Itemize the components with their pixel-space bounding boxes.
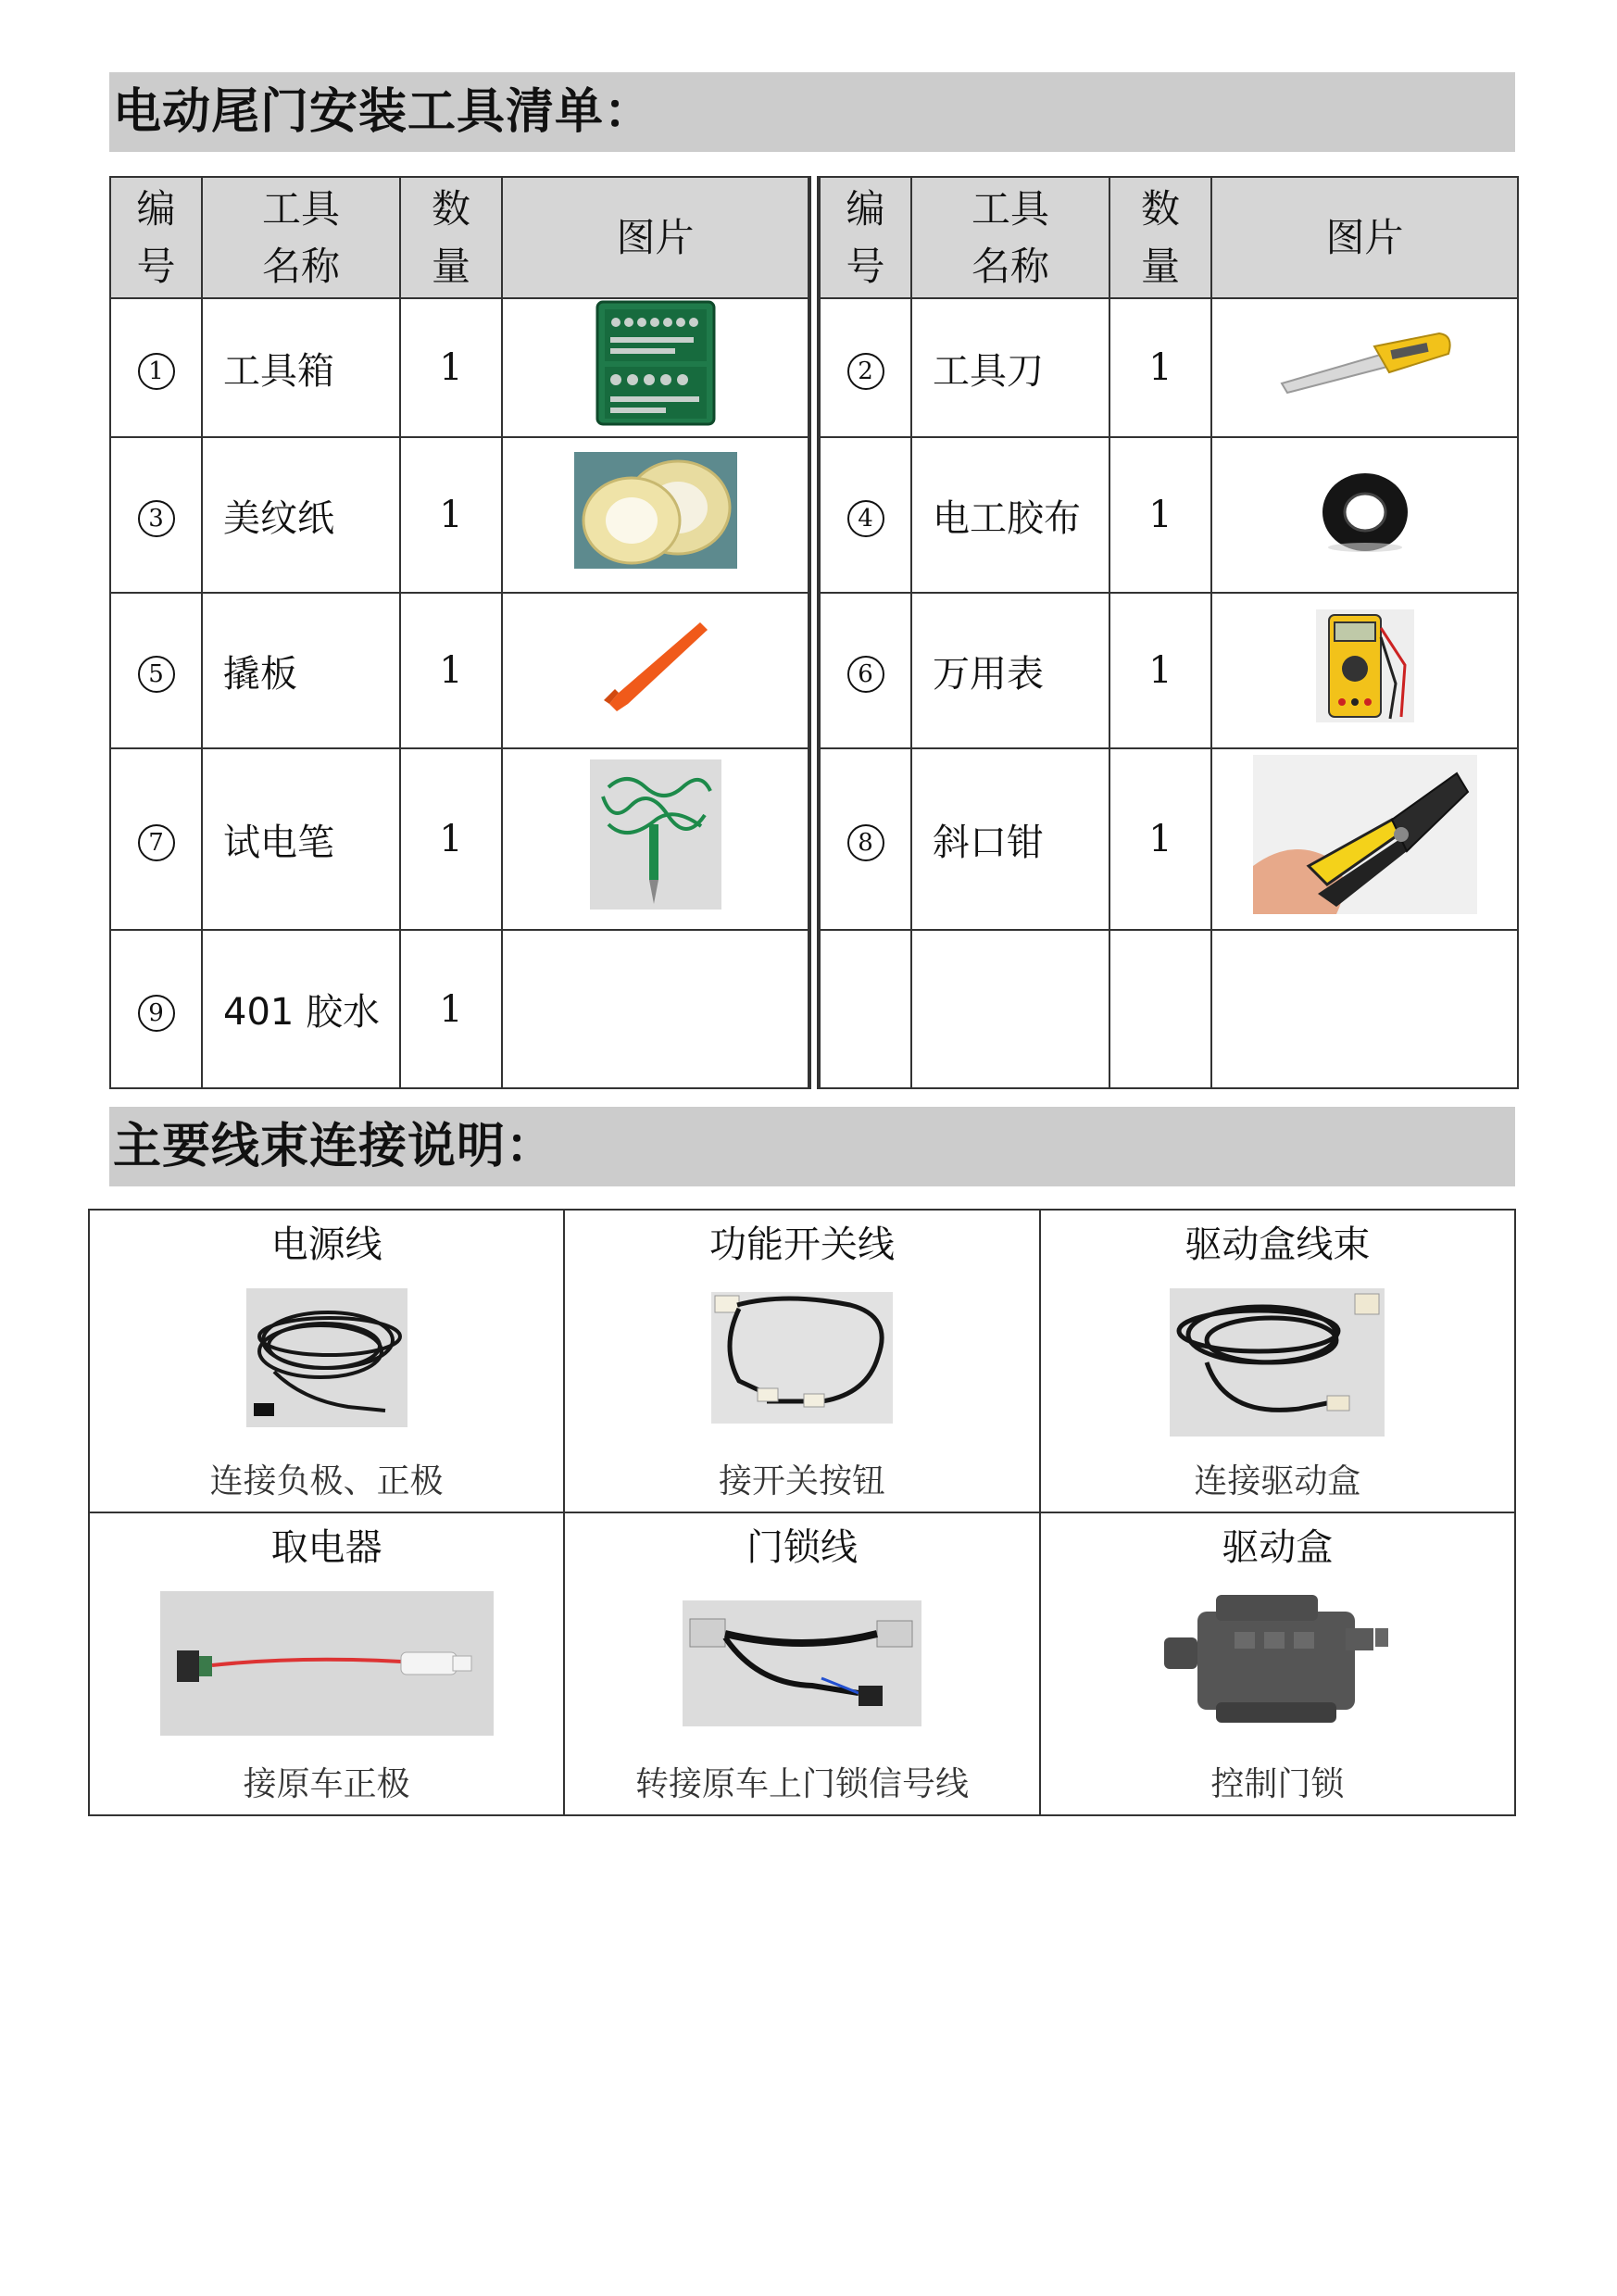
drive-box-icon: [1160, 1591, 1394, 1734]
table-divider: [809, 176, 819, 1089]
door-lock-cable-icon: [683, 1600, 921, 1730]
masking-tape-icon: [574, 452, 737, 578]
drive-harness-icon: [1170, 1288, 1385, 1440]
harness-name: 电源线: [270, 1223, 382, 1266]
harness-cell: [89, 1512, 564, 1815]
header-name: 工具名称: [911, 178, 1109, 298]
harness-desc: 连接负极、正极: [209, 1462, 444, 1500]
harness-desc: 接开关按钮: [718, 1462, 885, 1500]
row-number-empty: [821, 930, 911, 1087]
picture-empty: [502, 930, 808, 1087]
tool-qty-empty: [1109, 930, 1211, 1087]
toolbox-icon: [595, 300, 716, 435]
header-picture: 图片: [502, 178, 808, 298]
tool-list-title: 电动尾门安装工具清单：: [109, 72, 1515, 152]
tool-qty: 1: [1109, 593, 1211, 748]
test-pen-icon: [590, 759, 721, 919]
header-quantity: 数量: [400, 178, 502, 298]
harness-desc: 转接原车上门锁信号线: [634, 1765, 969, 1803]
picture-empty: [1211, 930, 1517, 1087]
harness-name: 驱动盒线束: [1185, 1223, 1371, 1266]
tool-qty: 1: [400, 298, 502, 437]
harness-table: [88, 1209, 1516, 1816]
tool-qty: 1: [1109, 298, 1211, 437]
tool-table-right: [819, 176, 1519, 1089]
harness-cell: [564, 1512, 1039, 1815]
tool-table: [109, 176, 1519, 1089]
header-number: 编号: [821, 178, 911, 298]
tool-qty: 1: [1109, 437, 1211, 593]
switch-cable-icon: [711, 1292, 893, 1427]
pry-bar-icon: [600, 615, 711, 726]
harness-desc: 控制门锁: [1210, 1765, 1345, 1803]
row-number: 9: [138, 995, 175, 1032]
tool-name: 工具箱: [202, 298, 400, 437]
tool-name: 美纹纸: [202, 437, 400, 593]
electrical-tape-icon: [1319, 466, 1411, 564]
header-picture: 图片: [1211, 178, 1517, 298]
power-cable-icon: [246, 1288, 407, 1431]
harness-cell: [1040, 1210, 1515, 1512]
fuse-tap-icon: [160, 1591, 494, 1739]
row-number: 2: [847, 353, 884, 390]
multimeter-icon: [1316, 609, 1414, 732]
row-number: 1: [138, 353, 175, 390]
row-number: 3: [138, 500, 175, 537]
harness-name: 功能开关线: [708, 1223, 895, 1266]
header-quantity: 数量: [1109, 178, 1211, 298]
harness-cell: [564, 1210, 1039, 1512]
pliers-icon: [1253, 755, 1477, 923]
row-number: 5: [138, 656, 175, 693]
harness-desc: 接原车正极: [243, 1765, 410, 1803]
harness-title: 主要线束连接说明：: [109, 1107, 1515, 1186]
tool-qty: 1: [400, 748, 502, 930]
tool-qty: 1: [400, 593, 502, 748]
harness-cell: [1040, 1512, 1515, 1815]
tool-qty: 1: [400, 930, 502, 1087]
utility-knife-icon: [1272, 326, 1458, 409]
tool-name: 斜口钳: [911, 748, 1109, 930]
tool-qty: 1: [400, 437, 502, 593]
tool-table-left: [109, 176, 809, 1089]
row-number: 7: [138, 824, 175, 861]
tool-name: 试电笔: [202, 748, 400, 930]
row-number: 4: [847, 500, 884, 537]
header-name: 工具名称: [202, 178, 400, 298]
row-number: 6: [847, 656, 884, 693]
harness-name: 门锁线: [746, 1526, 858, 1569]
harness-cell: [89, 1210, 564, 1512]
tool-qty: 1: [1109, 748, 1211, 930]
header-number: 编号: [111, 178, 202, 298]
tool-name: 电工胶布: [911, 437, 1109, 593]
tool-name: 撬板: [202, 593, 400, 748]
harness-desc: 连接驱动盒: [1194, 1462, 1361, 1500]
row-number: 8: [847, 824, 884, 861]
tool-name: 工具刀: [911, 298, 1109, 437]
harness-name: 取电器: [270, 1526, 382, 1569]
harness-name: 驱动盒: [1222, 1526, 1334, 1569]
tool-name: 401 胶水: [202, 930, 400, 1087]
tool-name-empty: [911, 930, 1109, 1087]
tool-name: 万用表: [911, 593, 1109, 748]
